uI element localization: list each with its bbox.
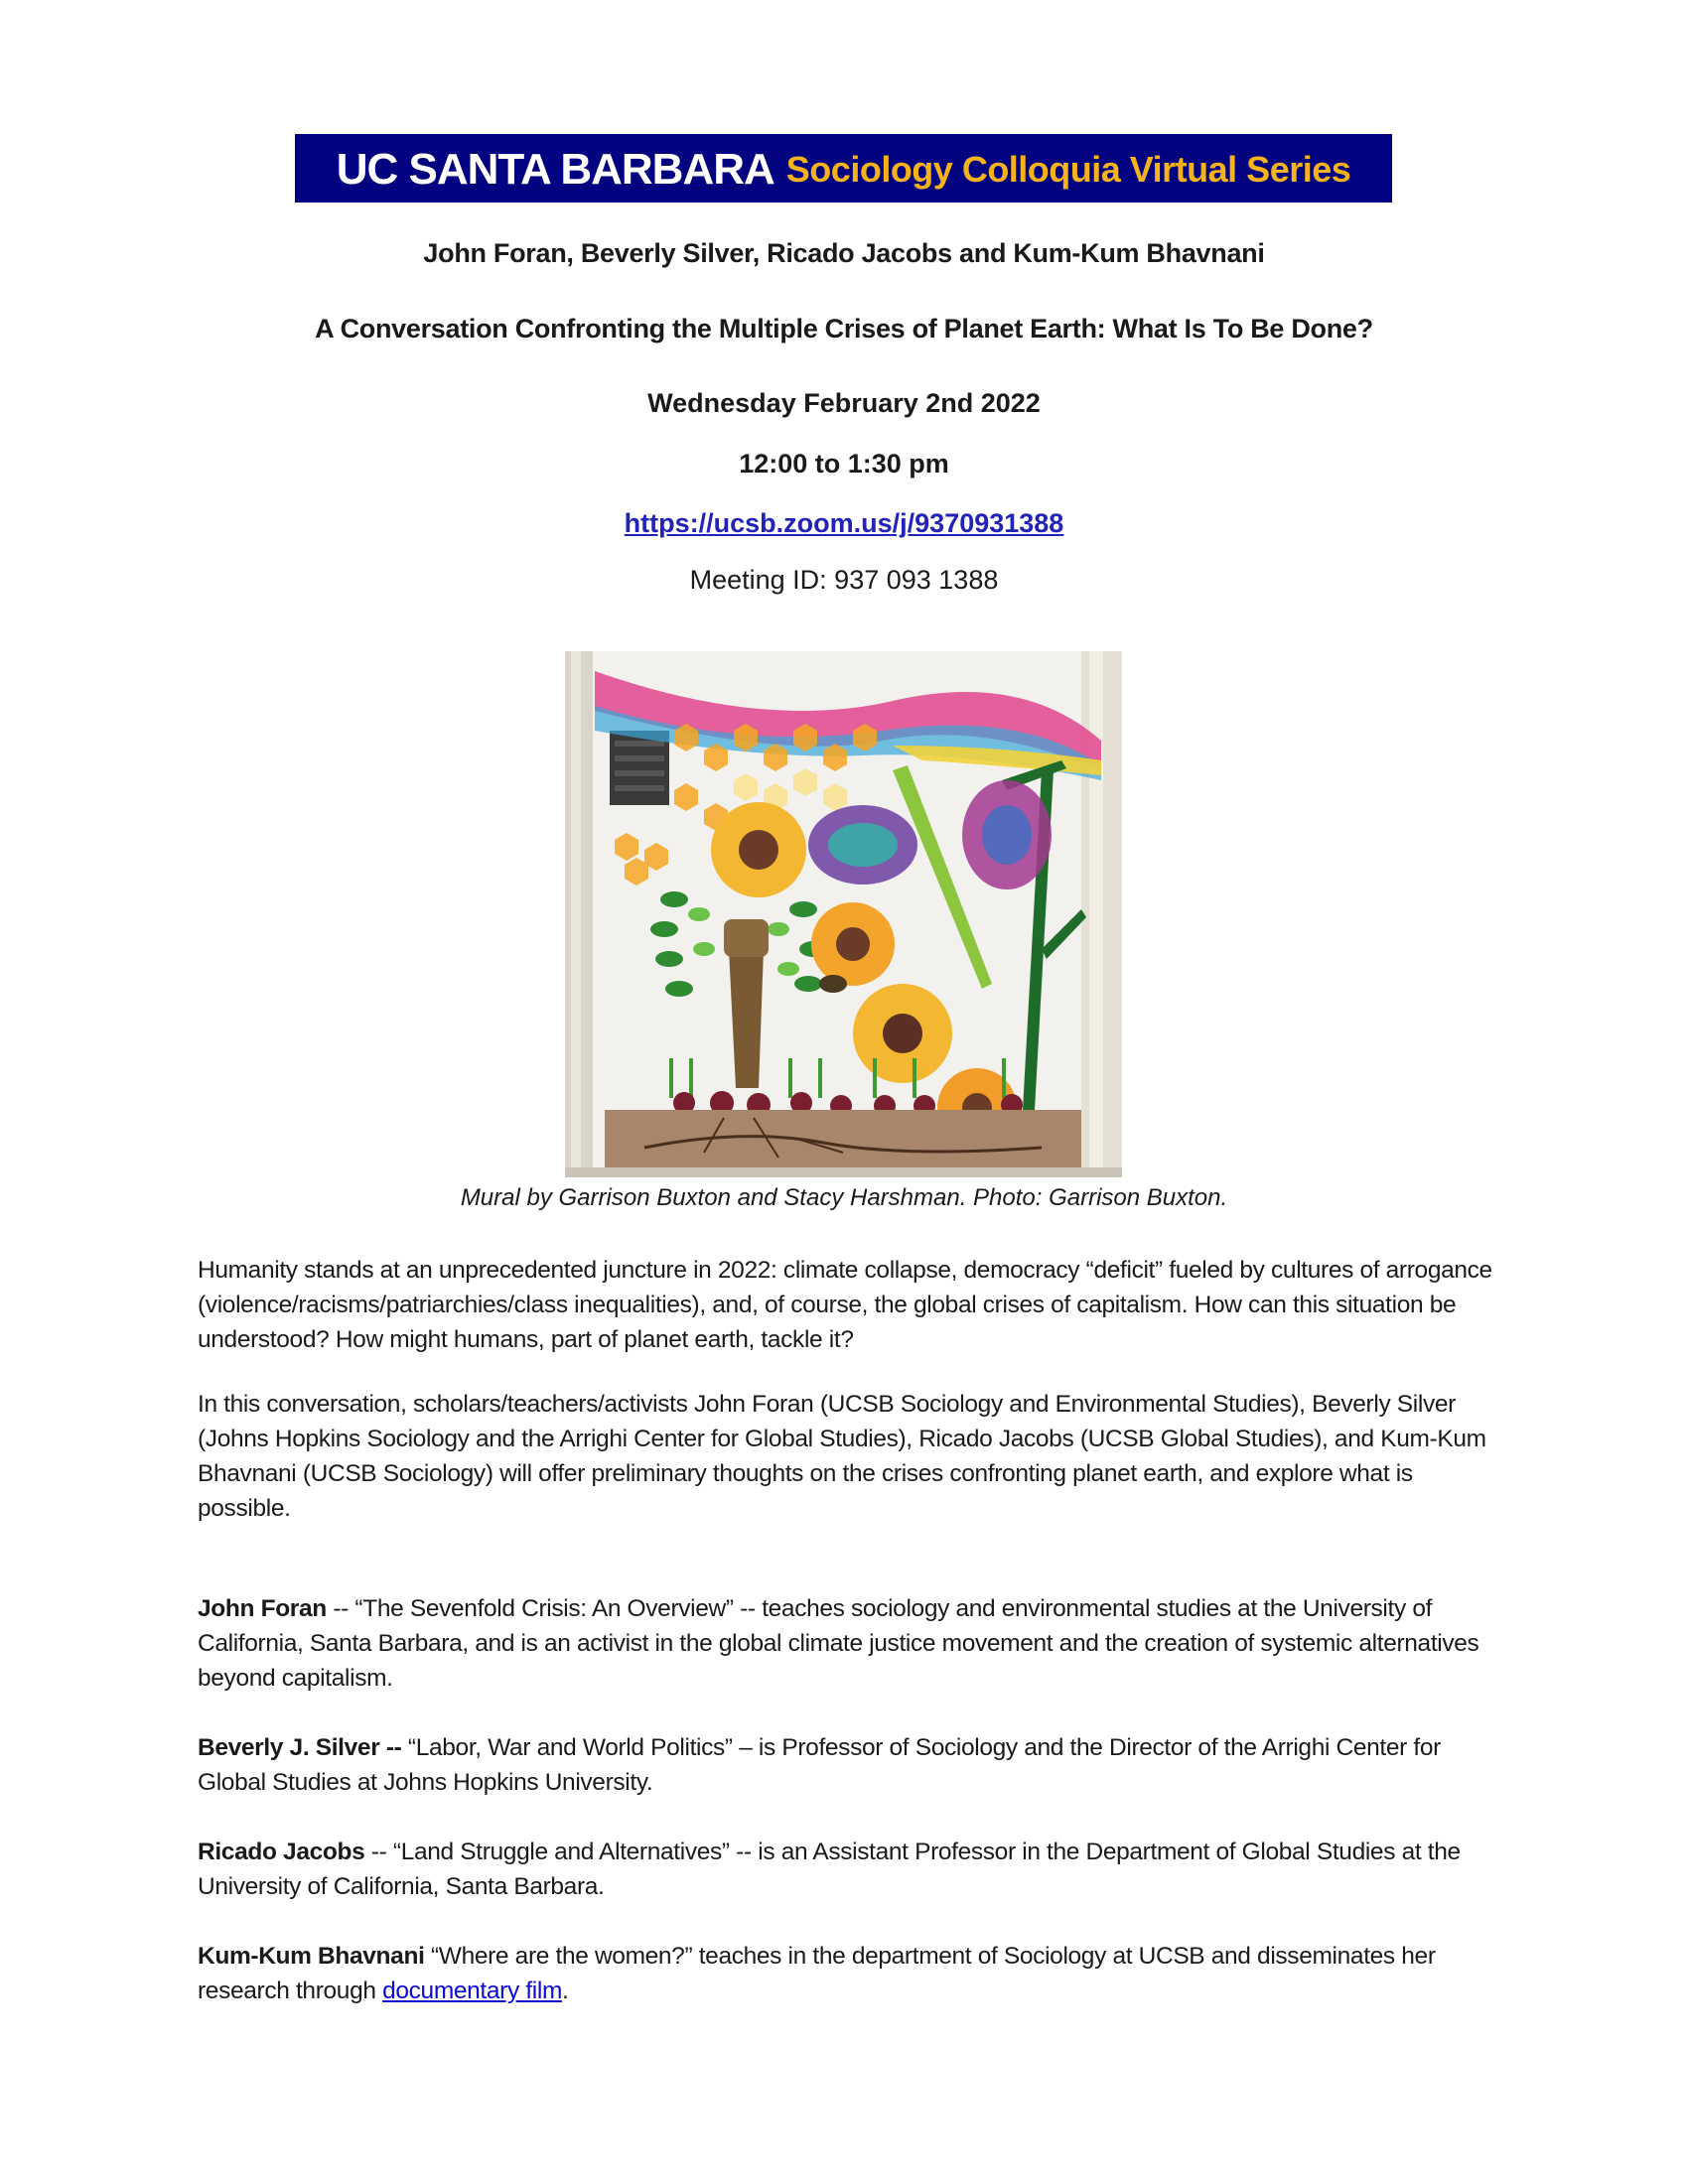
event-time: 12:00 to 1:30 pm [739, 449, 949, 478]
bio-name: Kum-Kum Bhavnani [198, 1943, 425, 1970]
speaker-bio-foran [198, 1591, 1498, 1696]
bio-text: -- “Land Struggle and Alternatives” -- is an Assistant Professor in the Department of Global Studies at the University of California, Santa Barbara. [198, 1839, 1461, 1900]
speaker-list: John Foran, Beverly Silver, Ricado Jacobs and Kum-Kum Bhavnani [423, 238, 1265, 268]
description-paragraph: Humanity stands at an unprecedented juncture in 2022: climate collapse, democracy “deficit” fueled by cultures of arrogance (violence/racisms/patriarchies/class inequalities), and, of course, the global crises of capitalism. How can this situation be understood? How might humans, part of planet earth, tackle it? [198, 1257, 1492, 1353]
header-banner [295, 134, 1392, 203]
event-date: Wednesday February 2nd 2022 [647, 388, 1041, 418]
series-name: Sociology Colloquia Virtual Series [785, 148, 1351, 190]
zoom-link-row [0, 508, 1688, 539]
mural-photo [565, 651, 1122, 1177]
bio-text: “Where are the women?” teaches in the department of Sociology at UCSB and disseminates her research through [198, 1943, 1436, 2004]
bio-text: -- “The Sevenfold Crisis: An Overview” -- teaches sociology and environmental studies at the University of California, Santa Barbara, and is an activist in the global climate justice movement and the creation of systemic alternatives beyond capitalism. [198, 1595, 1479, 1692]
bio-text: “Labor, War and World Politics” – is Professor of Sociology and the Director of the Arrighi Center for Global Studies at Johns Hopkins University. [198, 1734, 1441, 1796]
meeting-id: Meeting ID: 937 093 1388 [689, 565, 999, 595]
speaker-bio-bhavnani [198, 1939, 1498, 2008]
documentary-film-link[interactable]: documentary film [382, 1978, 563, 2004]
description-paragraph: In this conversation, scholars/teachers/activists John Foran (UCSB Sociology and Environmental Studies), Beverly Silver (Johns Hopkins Sociology and the Arrighi Center for Global Studies), Ricado Jacobs (UCSB Global Studies), and Kum-Kum Bhavnani (UCSB Sociology) will offer preliminary thoughts on the crises confronting planet earth, and explore what is possible. [198, 1391, 1486, 1522]
bio-name: Beverly J. Silver -- [198, 1734, 402, 1761]
bio-name: John Foran [198, 1595, 327, 1622]
bio-text-end: . [562, 1978, 569, 2004]
zoom-meeting-link[interactable]: https://ucsb.zoom.us/j/9370931388 [624, 508, 1064, 538]
image-caption: Mural by Garrison Buxton and Stacy Harshman. Photo: Garrison Buxton. [460, 1184, 1228, 1211]
event-title: A Conversation Confronting the Multiple Crises of Planet Earth: What Is To Be Done? [315, 314, 1373, 343]
bio-name: Ricado Jacobs [198, 1839, 365, 1865]
speaker-bio-silver [198, 1730, 1498, 1800]
institution-name: UC SANTA BARBARA [336, 144, 774, 194]
speaker-bio-jacobs [198, 1835, 1498, 1904]
